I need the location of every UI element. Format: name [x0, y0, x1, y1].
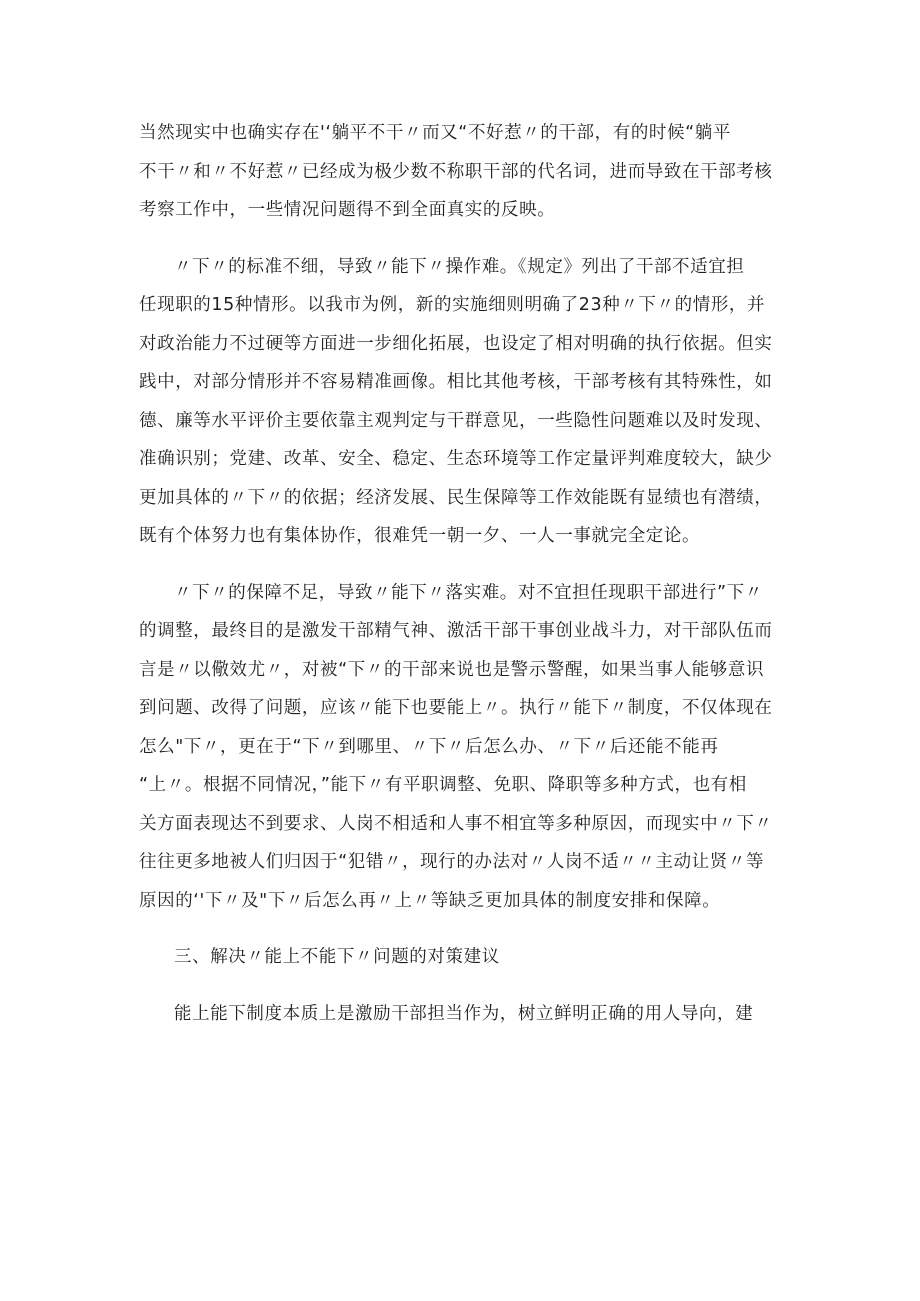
paragraph-gap	[139, 920, 791, 938]
paragraph-3	[139, 574, 791, 921]
paragraph-2	[139, 248, 791, 556]
text-line: 考察工作中，一些情况问题得不到全面真实的反映。	[139, 200, 556, 220]
text-line: 准确识别；党建、改革、安全、稳定、生态环境等工作定量评判难度较大，缺少	[139, 449, 773, 469]
text-line: 关方面表现达不到要求、人岗不相适和人事不相宜等多种原因，而现实中〃下〃	[139, 813, 773, 834]
text-line: 对政治能力不过硬等方面进一步细化拓展，也设定了相对明确的执行依据。但实	[139, 333, 773, 354]
paragraph-gap	[139, 556, 791, 574]
text-line: 到问题、改得了问题，应该〃能下也要能上〃。执行〃能下〃制度，不仅体现在	[139, 698, 773, 718]
text-line: 原因的‘'下〃及"下〃后怎么再〃上〃等缺乏更加具体的制度安排和保障。	[139, 890, 721, 911]
section-heading	[139, 938, 791, 977]
text-line: “上〃。根据不同情况，”能下〃有平职调整、免职、降职等多种方式，也有相	[139, 775, 747, 795]
text-line: 践中，对部分情形并不容易精准画像。相比其他考核，干部考核有其特殊性，如	[139, 372, 773, 392]
paragraph-1	[139, 114, 791, 230]
paragraph-5	[139, 995, 791, 1034]
text-line: 的调整，最终目的是激发干部精气神、激活干部干事创业战斗力，对干部队伍而	[139, 621, 773, 641]
text-line: 任现职的15种情形。以我市为例，新的实施细则明确了23种〃下〃的情形，并	[139, 295, 766, 315]
paragraph-gap	[139, 977, 791, 995]
text-line: 能上能下制度本质上是激励干部担当作为，树立鲜明正确的用人导向，建	[174, 1003, 754, 1024]
text-line: 言是〃以儆效尤〃，对被“下〃的干部来说也是警示警醒，如果当事人能够意识	[139, 659, 765, 680]
text-line: 更加具体的〃下〃的依据；经济发展、民生保障等工作效能既有显绩也有潜绩，	[139, 487, 773, 508]
text-line: 德、廉等水平评价主要依靠主观判定与干群意见，一些隐性问题难以及时发现、	[139, 410, 773, 431]
document-body	[139, 114, 791, 1033]
text-line: 当然现实中也确实存在'‘躺平不干〃而又“不好惹〃的干部，有的时候“躺平	[139, 123, 732, 143]
paragraph-gap	[139, 230, 791, 248]
text-line: 怎么"下〃，更在于“下〃到哪里、〃下〃后怎么办、〃下〃后还能不能再	[139, 736, 719, 757]
section-heading-text: 三、解决〃能上不能下〃问题的对策建议	[174, 947, 500, 967]
text-line: 往往更多地被人们归因于“犯错〃，现行的办法对〃人岗不适〃〃主动让贤〃等	[139, 852, 765, 872]
text-line: 〃下〃的保障不足，导致〃能下〃落实难。对不宜担任现职干部进行”下〃	[174, 582, 763, 603]
text-line: 不干〃和〃不好惹〃已经成为极少数不称职干部的代名词，进而导致在干部考核	[139, 161, 773, 182]
text-line: 〃下〃的标准不细，导致〃能下〃操作难。《规定》列出了干部不适宜担	[174, 256, 745, 277]
text-line: 既有个体努力也有集体协作，很难凭一朝一夕、一人一事就完全定论。	[139, 526, 701, 546]
